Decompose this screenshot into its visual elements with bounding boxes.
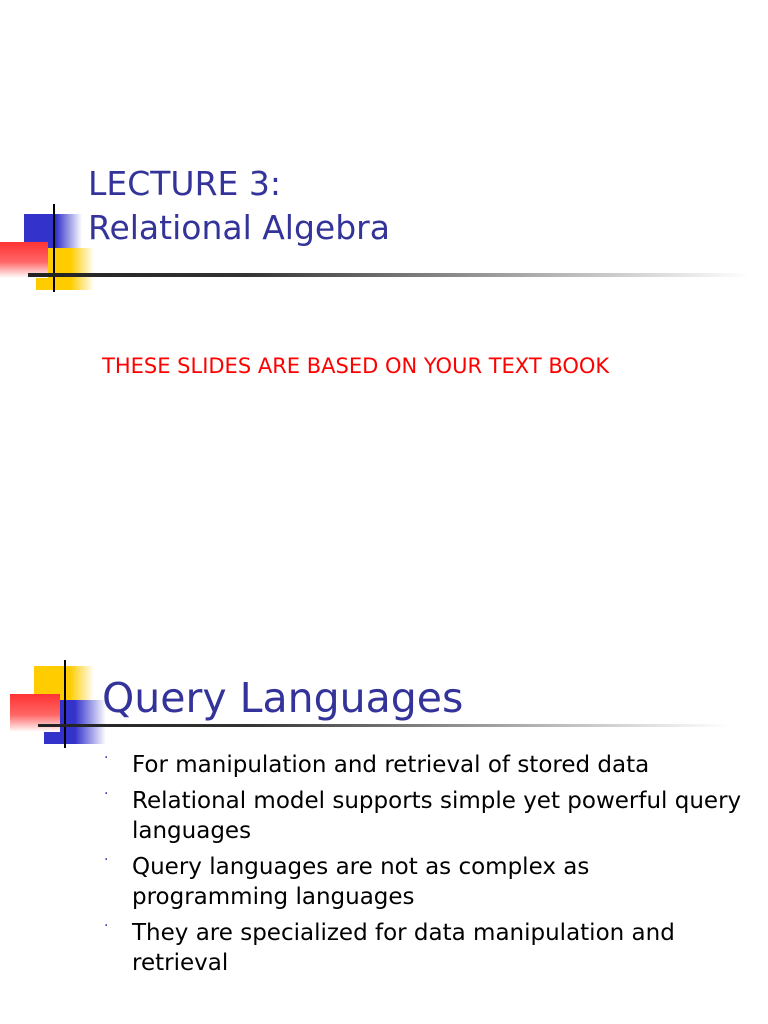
slide-title-line-1: LECTURE 3: <box>88 164 281 203</box>
bullet-item <box>100 750 750 780</box>
bullet-text: For manipulation and retrieval of stored data <box>132 752 650 778</box>
slide-logo-decoration <box>0 200 100 300</box>
bullet-icon: · <box>104 852 109 868</box>
bullet-item <box>100 918 750 978</box>
bullet-text: Relational model supports simple yet powerful query languages <box>132 788 742 844</box>
bullet-icon: · <box>104 918 109 934</box>
slide-subtitle: THESE SLIDES ARE BASED ON YOUR TEXT BOOK <box>102 354 610 378</box>
bullet-icon: · <box>104 786 109 802</box>
title-underline-rule <box>28 273 750 277</box>
bullet-text: Query languages are not as complex as programming languages <box>132 854 590 910</box>
bullet-item <box>100 786 750 846</box>
slide-logo-decoration <box>0 660 110 750</box>
slide-title <box>88 162 390 250</box>
vertical-rule <box>64 660 66 748</box>
bullet-list <box>100 750 750 984</box>
bullet-text: They are specialized for data manipulation and retrieval <box>132 920 675 976</box>
vertical-rule <box>53 204 55 292</box>
bullet-icon: · <box>104 750 109 766</box>
slide-title: Query Languages <box>102 674 464 722</box>
bullet-item <box>100 852 750 912</box>
slide-title-line-2: Relational Algebra <box>88 208 390 247</box>
slide-2 <box>0 512 768 1024</box>
